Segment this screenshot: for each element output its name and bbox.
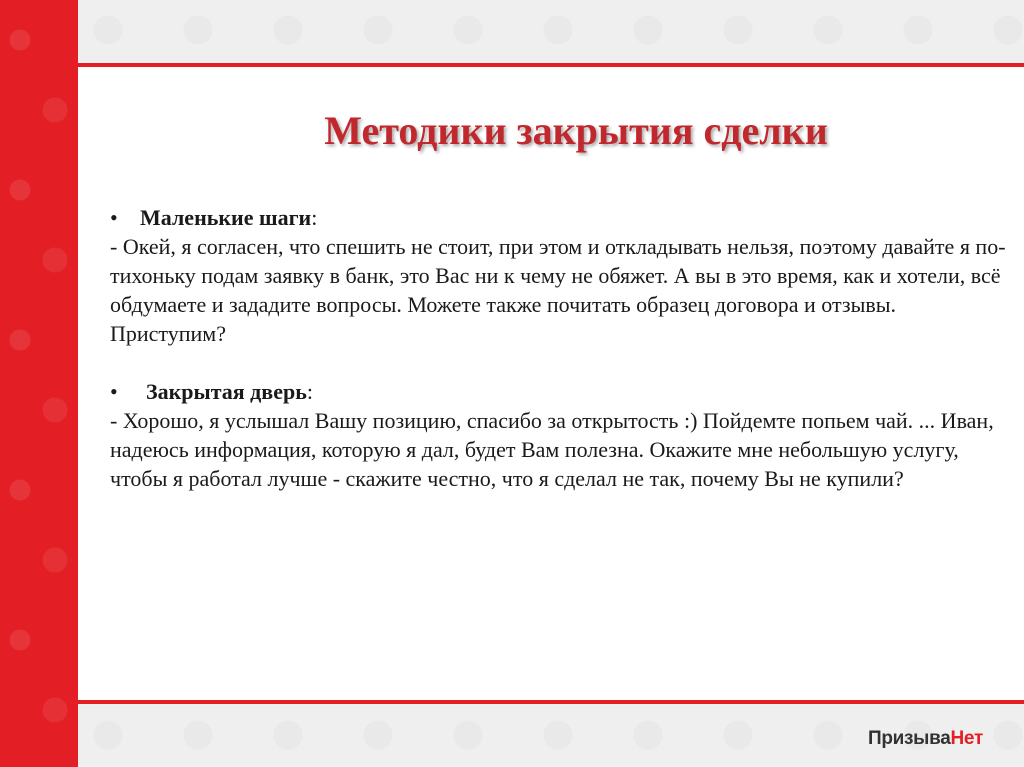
brand-logo [868,728,983,750]
heading-colon: : [311,205,318,230]
bullet-icon: • [110,379,118,404]
bottom-red-divider [78,700,1024,704]
section-text: - Окей, я согласен, что спешить не стоит, при этом и откладывать нельзя, поэтому давайте я по-тихоньку подам заявку в банк, это Вас ни к чему не обяжет. А вы в это время, как и хотели, всё обдумаете и зададите вопросы. Можете также почитать образец договора и отзывы. Приступим? [110,234,1006,346]
section-heading: Закрытая дверь [146,379,307,404]
brand-logo-part1: Призыва [868,728,951,749]
top-decorative-strip [78,0,1024,64]
section-heading: Маленькие шаги [140,205,312,230]
slide-body [110,203,1010,522]
bullet-icon: • [110,205,118,230]
slide-title: Методики закрытия сделки [324,108,828,153]
slide-content [78,67,1024,700]
left-decorative-band [0,0,78,767]
brand-logo-part2: Нет [950,728,983,749]
section-text: - Хорошо, я услышал Вашу позицию, спасибо за открытость :) Пойдемте попьем чай. ... Иван, надеюсь информация, которую я дал, будет Вам полезна. Окажите мне небольшую услугу, чтобы я работал лучше - скажите честно, что я сделал не так, почему Вы не купили? [110,408,994,491]
section-small-steps [110,203,1010,348]
section-closed-door [110,377,1010,493]
heading-colon: : [306,379,313,404]
